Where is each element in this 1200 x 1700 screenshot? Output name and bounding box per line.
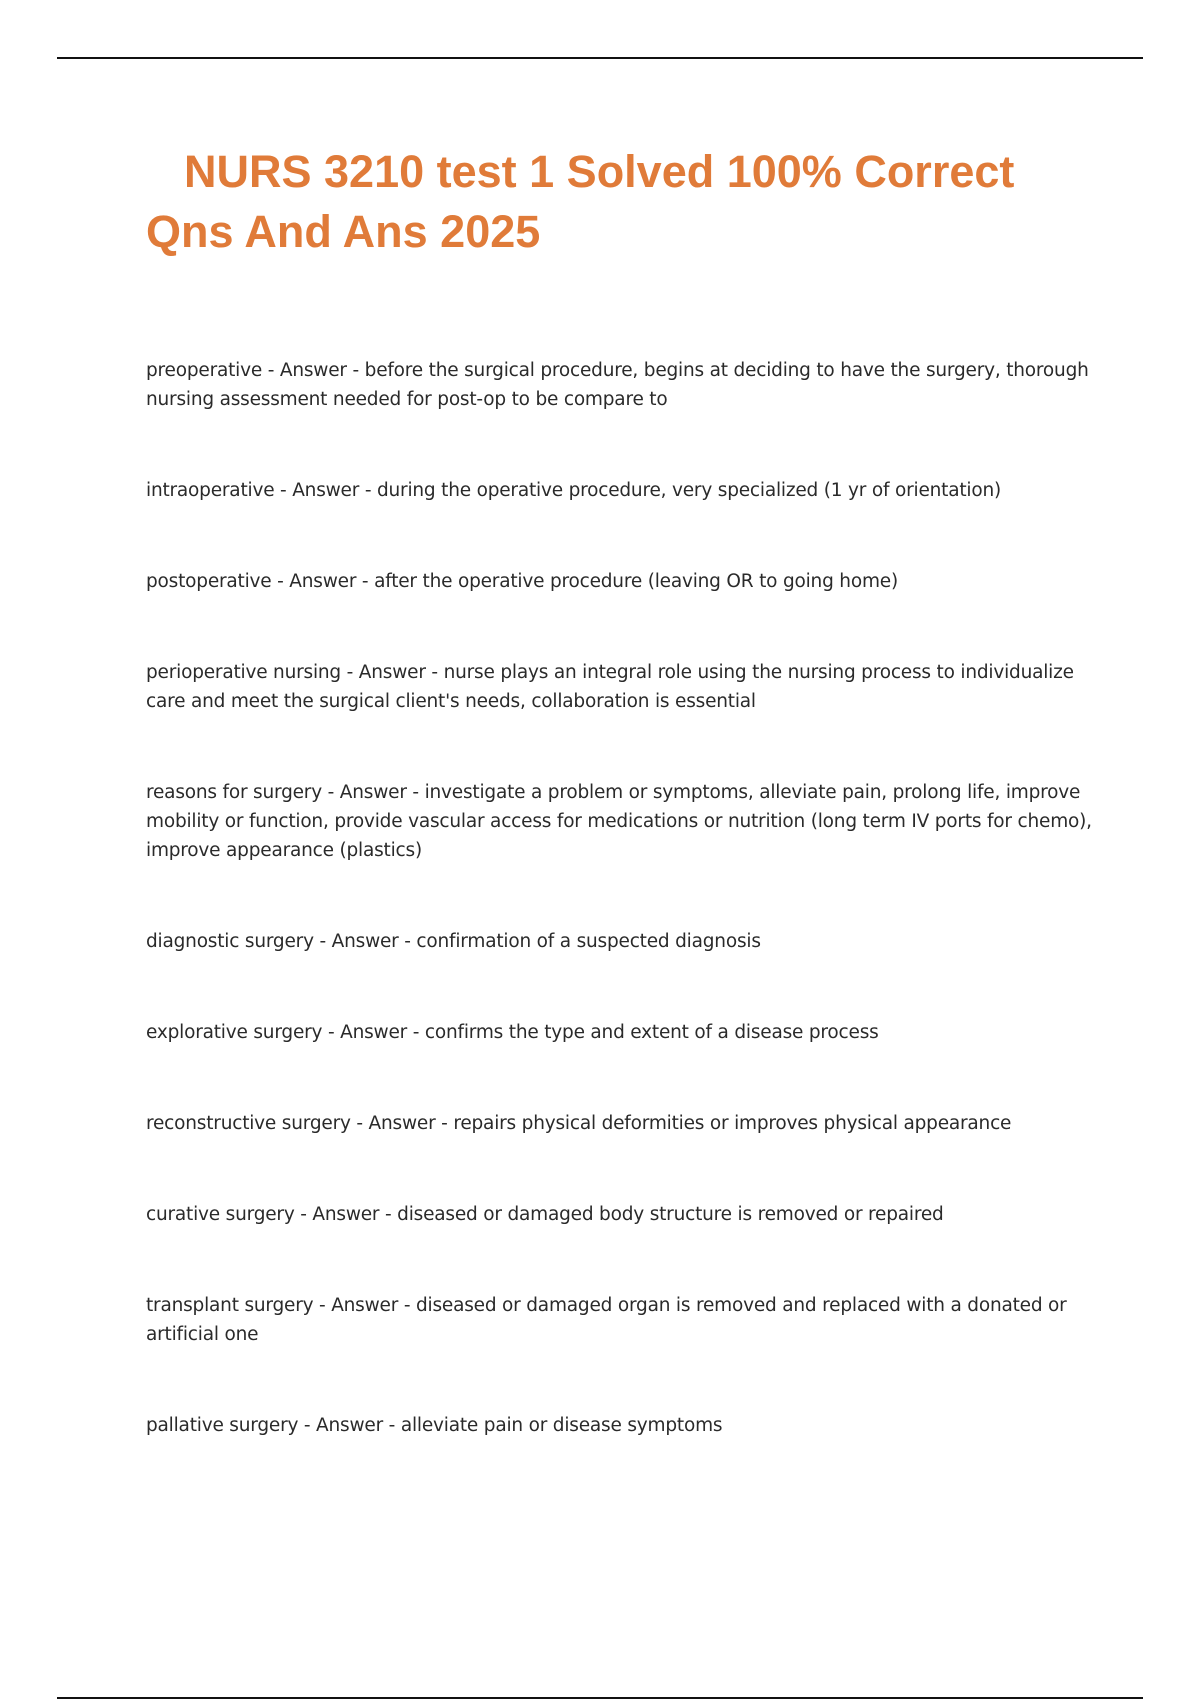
qa-entry-preoperative: preoperative - Answer - before the surgical procedure, begins at deciding to have the surgery, thorough nursing assessment needed for post-op to be compare to bbox=[146, 360, 1089, 410]
qa-entry-reasons-for-surgery: reasons for surgery - Answer - investigate a problem or symptoms, alleviate pain, prolong life, improve mobility or function, provide vascular access for medications or nutrition (long term IV ports for chemo), improve appearance (plastics) bbox=[146, 782, 1092, 861]
qa-entry-reconstructive-surgery: reconstructive surgery - Answer - repairs physical deformities or improves physical appearance bbox=[146, 1113, 1012, 1134]
qa-entry-curative-surgery: curative surgery - Answer - diseased or damaged body structure is removed or repaired bbox=[146, 1204, 944, 1225]
bottom-rule bbox=[57, 1697, 1143, 1699]
top-rule bbox=[57, 57, 1143, 59]
qa-entry-diagnostic-surgery: diagnostic surgery - Answer - confirmation of a suspected diagnosis bbox=[146, 931, 761, 952]
qa-entry-perioperative-nursing: perioperative nursing - Answer - nurse plays an integral role using the nursing process to individualize care and meet the surgical client's needs, collaboration is essential bbox=[146, 662, 1074, 712]
qa-list bbox=[146, 356, 1106, 1440]
qa-entry-postoperative: postoperative - Answer - after the operative procedure (leaving OR to going home) bbox=[146, 571, 898, 592]
document-title: NURS 3210 test 1 Solved 100% Correct Qns And Ans 2025 bbox=[146, 146, 1015, 257]
qa-entry-pallative-surgery: pallative surgery - Answer - alleviate pain or disease symptoms bbox=[146, 1415, 723, 1436]
qa-entry-explorative-surgery: explorative surgery - Answer - confirms the type and extent of a disease process bbox=[146, 1022, 879, 1043]
qa-entry-transplant-surgery: transplant surgery - Answer - diseased or damaged organ is removed and replaced with a donated or artificial one bbox=[146, 1295, 1067, 1345]
qa-entry-intraoperative: intraoperative - Answer - during the operative procedure, very specialized (1 yr of orientation) bbox=[146, 480, 1002, 501]
